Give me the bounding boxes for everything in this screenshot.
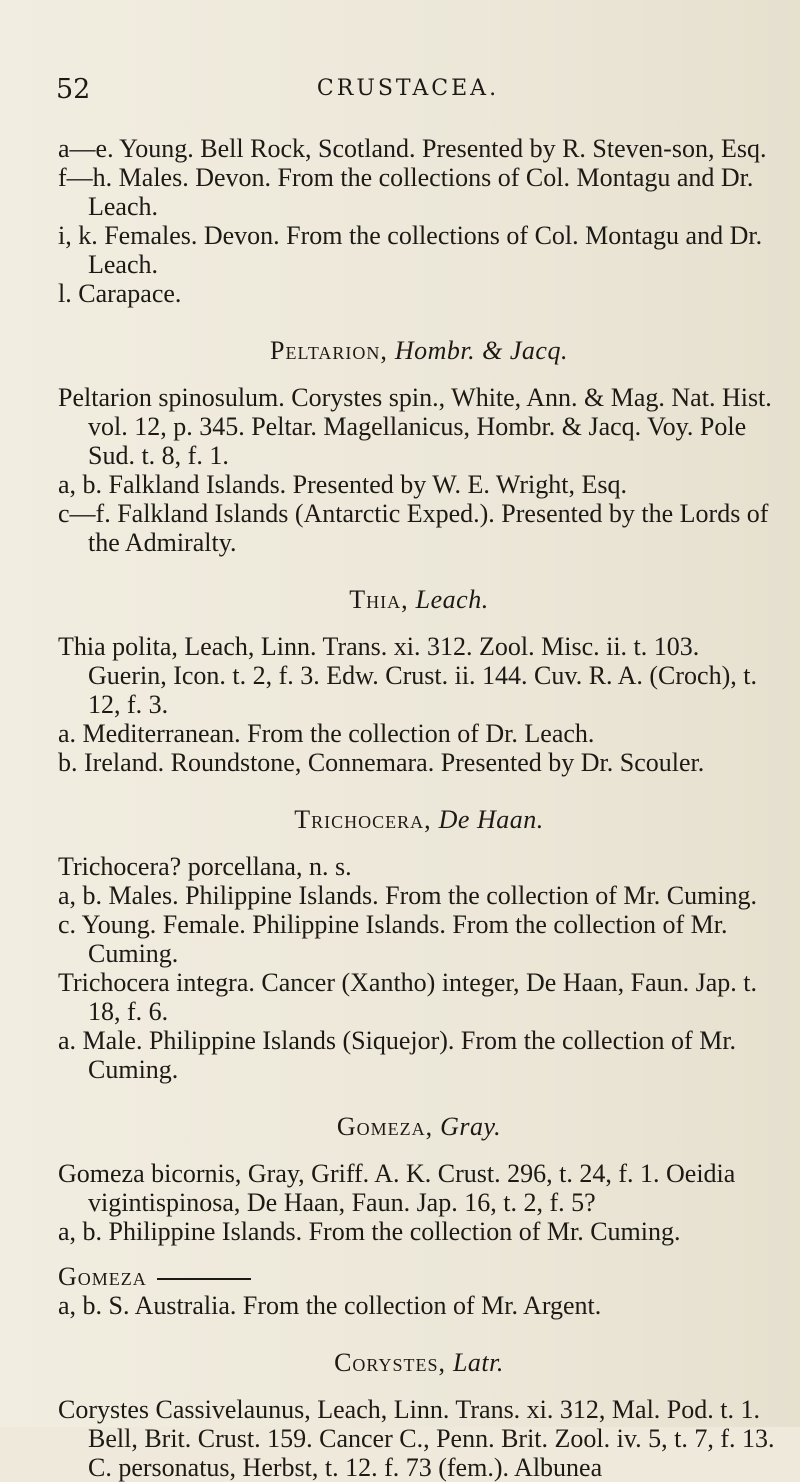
genus-authority: Leach. (415, 585, 489, 614)
species-entry: Trichocera integra. Cancer (Xantho) integer, De Haan, Faun. Jap. t. 18, f. 6. (58, 968, 758, 1026)
genus-heading (58, 805, 780, 834)
running-title: CRUSTACEA. (316, 76, 500, 101)
specimen-entry: a. Male. Philippine Islands (Siquejor). From the collection of Mr. Cuming. (58, 1026, 737, 1084)
species-entry: Peltarion spinosulum. Corystes spin., White, Ann. & Mag. Nat. Hist. vol. 12, p. 345. Peltar. Magellanicus, Hombr. & Jacq. Voy. Pole Sud. t. 8, f. 1. (58, 383, 772, 470)
species-entry: Thia polita, Leach, Linn. Trans. xi. 312. Zool. Misc. ii. t. 103. Guerin, Icon. t. 2, f. 3. Edw. Crust. ii. 144. Cuv. R. A. (Croch), t. 12, f. 3. (58, 632, 757, 719)
species-entry: Gomeza bicornis, Gray, Griff. A. K. Crust. 296, t. 24, f. 1. Oeidia vigintispinosa, De Haan, Faun. Jap. 16, t. 2, f. 5? (58, 1159, 736, 1217)
page-number: 52 (56, 74, 91, 105)
specimen-entry: a—e. Young. Bell Rock, Scotland. Presented by R. Steven-son, Esq. (58, 134, 767, 163)
genus-heading (58, 1348, 780, 1377)
genus-name: Gomeza (58, 1262, 147, 1291)
genus-authority: Gray. (440, 1112, 502, 1141)
specimen-entry: i, k. Females. Devon. From the collections of Col. Montagu and Dr. Leach. (58, 221, 763, 279)
specimen-entry: c. Young. Female. Philippine Islands. From the collection of Mr. Cuming. (58, 910, 728, 968)
page-body (58, 134, 780, 1482)
specimen-entry: a, b. Males. Philippine Islands. From the collection of Mr. Cuming. (58, 881, 758, 910)
running-head (56, 74, 760, 114)
species-entry: Corystes Cassivelaunus, Leach, Linn. Trans. xi. 312, Mal. Pod. t. 1. Bell, Brit. Crust. 159. Cancer C., Penn. Brit. Zool. iv. 5, t. 7, f. 13. C. personatus, Herbst, t. 12. f. 73 (fem.). Albunea (58, 1395, 775, 1482)
genus-name: Thia, (349, 585, 409, 614)
specimen-entry: a, b. S. Australia. From the collection of Mr. Argent. (58, 1291, 602, 1320)
genus-name: Corystes, (334, 1348, 446, 1377)
specimen-entry: l. Carapace. (58, 279, 182, 308)
genus-heading (58, 336, 780, 365)
species-entry-unnamed (58, 1262, 780, 1291)
genus-authority: Hombr. & Jacq. (394, 336, 568, 365)
specimen-entry: f—h. Males. Devon. From the collections of Col. Montagu and Dr. Leach. (58, 163, 754, 221)
genus-heading (58, 585, 780, 614)
genus-name: Trichocera, (294, 805, 432, 834)
specimen-entry: a. Mediterranean. From the collection of Dr. Leach. (58, 719, 595, 748)
species-entry: Trichocera? porcellana, n. s. (58, 852, 352, 881)
genus-authority: De Haan. (438, 805, 544, 834)
specimen-entry: b. Ireland. Roundstone, Connemara. Presented by Dr. Scouler. (58, 748, 705, 777)
blank-rule (157, 1278, 251, 1280)
genus-name: Gomeza, (336, 1112, 434, 1141)
genus-name: Peltarion, (270, 336, 388, 365)
specimen-entry: c—f. Falkland Islands (Antarctic Exped.). Presented by the Lords of the Admiralty. (58, 499, 769, 557)
genus-authority: Latr. (452, 1348, 504, 1377)
spacer (58, 1246, 780, 1262)
specimen-entry: a, b. Philippine Islands. From the collection of Mr. Cuming. (58, 1217, 681, 1246)
genus-heading (58, 1112, 780, 1141)
specimen-entry: a, b. Falkland Islands. Presented by W. E. Wright, Esq. (58, 470, 627, 499)
